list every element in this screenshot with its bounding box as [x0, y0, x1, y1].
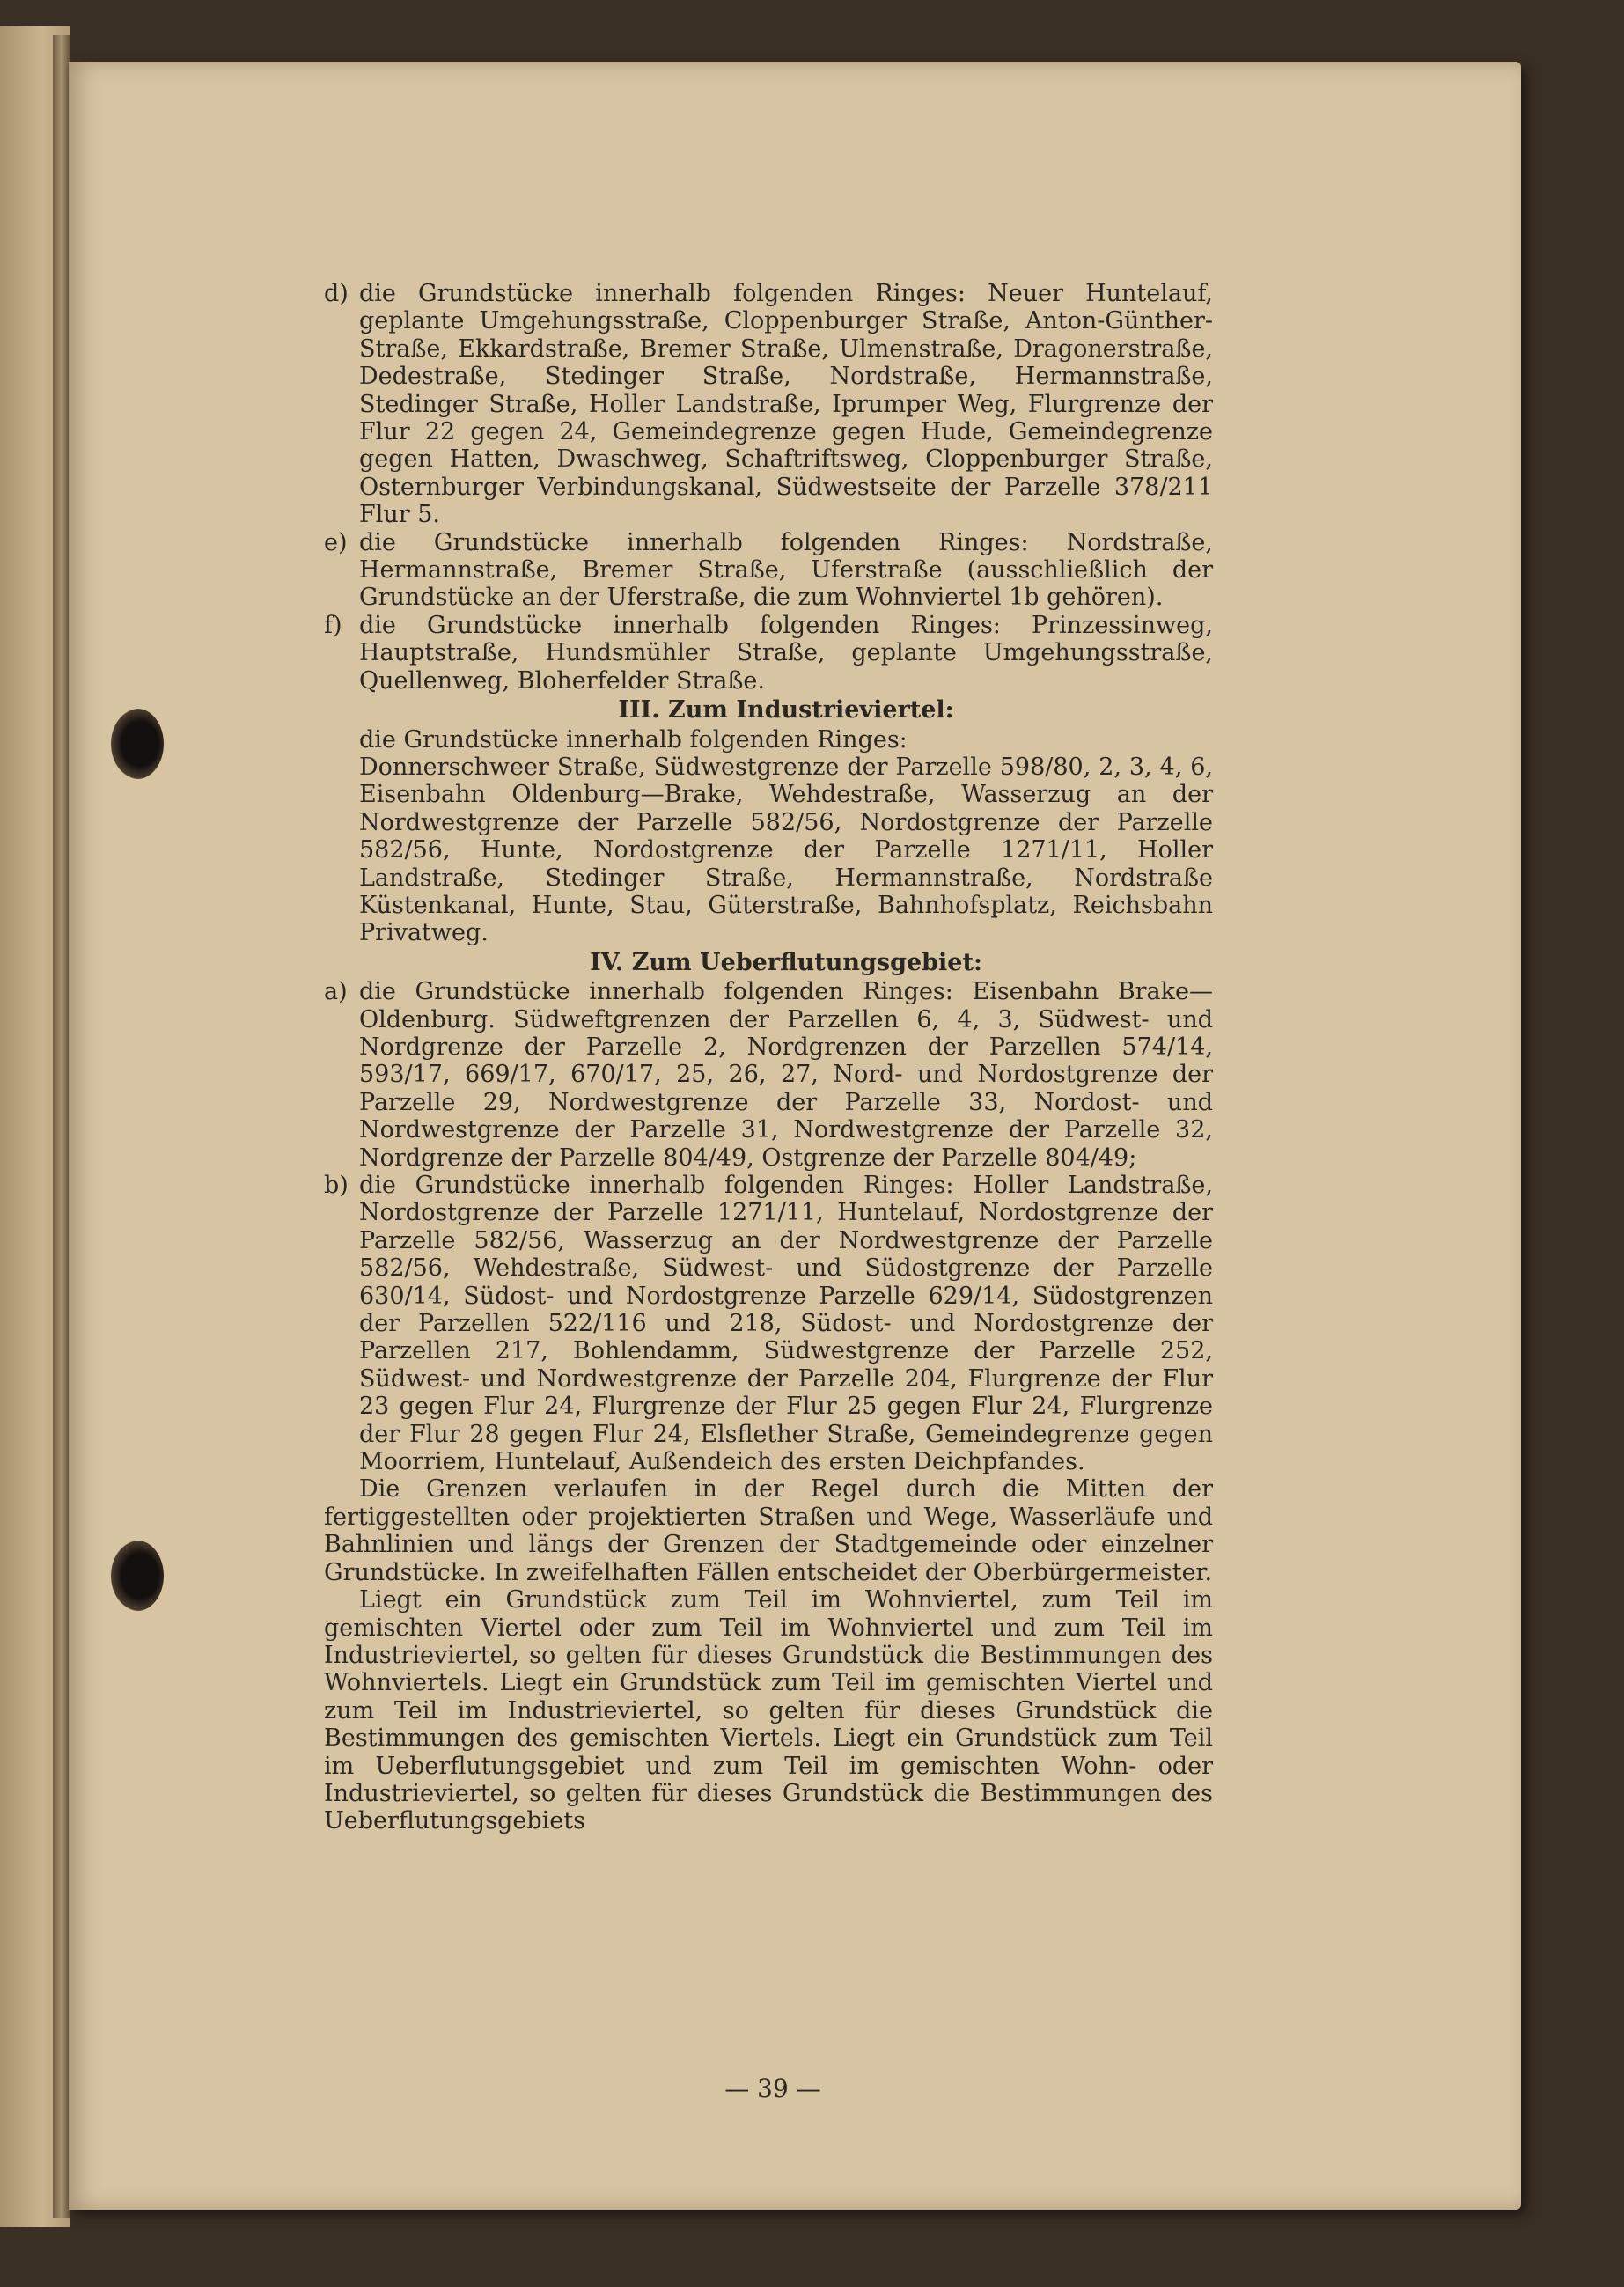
item-text: die Grundstücke innerhalb folgenden Ringes: Holler Landstraße, Nordostgrenze der Parzelle 1271/11, Huntelauf, Nordostgrenze der Parzelle 582/56, Wasserzug an der Nordwestgrenze der Parzelle 582/56, Wehdestraße, Südwest- und Südostgrenze der Parzelle 630/14, Südost- und Nordostgrenze Parzelle 629/14, Südostgrenzen der Parzellen 522/116 und 218, Südost- und Nordostgrenze der Parzellen 217, Bohlendamm, Südwestgrenze der Parzelle 252, Südwest- und Nordwestgrenze der Parzelle 204, Flurgrenze der Flur 23 gegen Flur 24, Flurgrenze der Flur 25 gegen Flur 24, Flurgrenze der Flur 28 gegen Flur 24, Elsflether Straße, Gemeindegrenze gegen Moorriem, Huntelauf, Außendeich des ersten Deichpfandes. — [359, 1172, 1213, 1476]
list-item-f — [324, 612, 1213, 695]
item-text: die Grundstücke innerhalb folgenden Ringes: Prinzessinweg, Hauptstraße, Hundsmühler Straße, geplante Umgehungsstraße, Quellenweg, Bloherfelder Straße. — [359, 611, 1213, 695]
item-text: die Grundstücke innerhalb folgenden Ringes: Neuer Huntelauf, geplante Umgehungsstraße, Cloppenburger Straße, Anton-Günther-Straße, Ekkardstraße, Bremer Straße, Ulmenstraße, Dragonerstraße, Dedestraße, Stedinger Straße, Nordstraße, Hermannstraße, Stedinger Straße, Holler Landstraße, Iprumper Weg, Flurgrenze der Flur 22 gegen 24, Gemeindegrenze gegen Hude, Gemeindegrenze gegen Hatten, Dwaschweg, Schaftriftsweg, Cloppenburger Straße, Osternburger Verbindungskanal, Südwestseite der Parzelle 378/211 Flur 5. — [359, 280, 1213, 529]
section-intro: die Grundstücke innerhalb folgenden Ringes: — [359, 725, 908, 754]
page-number: — 39 — — [724, 2074, 821, 2103]
list-item-a — [324, 978, 1213, 1172]
item-label: b) — [324, 1172, 349, 1199]
item-label: d) — [324, 280, 349, 307]
book-binding — [53, 35, 70, 2218]
binding-hole — [111, 1541, 164, 1611]
section-text: Donnerschweer Straße, Südwestgrenze der Parzelle 598/80, 2, 3, 4, 6, Eisenbahn Oldenburg—Brake, Wehdestraße, Wasserzug an der Nordwestgrenze der Parzelle 582/56, Nordostgrenze der Parzelle 582/56, Hunte, Nordostgrenze der Parzelle 1271/11, Holler Landstraße, Stedinger Straße, Hermannstraße, Nordstraße Küstenkanal, Hunte, Stau, Güterstraße, Bahnhofsplatz, Reichsbahn Privatweg. — [359, 753, 1213, 947]
paragraph: Liegt ein Grundstück zum Teil im Wohnviertel, zum Teil im gemischten Viertel oder zum Teil im Wohnviertel und zum Teil im Industrieviertel, so gelten für dieses Grundstück die Bestimmungen des Wohnviertels. Liegt ein Grundstück zum Teil im gemischten Viertel und zum Teil im Industrieviertel, so gelten für dieses Grundstück die Bestimmungen des gemischten Viertels. Liegt ein Grundstück zum Teil im Ueberflutungsgebiet und zum Teil im gemischten Wohn- oder Industrieviertel, so gelten für dieses Grundstück die Bestimmungen des Ueberflutungsgebiets — [324, 1586, 1213, 1835]
section-heading: III. Zum Industrieviertel: — [618, 696, 954, 724]
paragraph: Die Grenzen verlaufen in der Regel durch die Mitten der fertiggestellten oder projektierten Straßen und Wege, Wasserläufe und Bahnlinien und längs der Grenzen der Stadtgemeinde oder einzelner Grundstücke. In zweifelhaften Fällen entscheidet der Oberbürgermeister. — [324, 1475, 1213, 1586]
item-text: die Grundstücke innerhalb folgenden Ringes: Eisenbahn Brake—Oldenburg. Südweftgrenzen der Parzellen 6, 4, 3, Südwest- und Nordgrenze der Parzelle 2, Nordgrenzen der Parzellen 574/14, 593/17, 669/17, 670/17, 25, 26, 27, Nord- und Nordostgrenze der Parzelle 29, Nordwestgrenze der Parzelle 33, Nordost- und Nordwestgrenze der Parzelle 31, Nordwestgrenze der Parzelle 32, Nordgrenze der Parzelle 804/49, Ostgrenze der Parzelle 804/49; — [359, 978, 1213, 1172]
section-heading: IV. Zum Ueberflutungsgebiet: — [590, 948, 982, 976]
item-text: die Grundstücke innerhalb folgenden Ringes: Nordstraße, Hermannstraße, Bremer Straße, Uferstraße (ausschließlich der Grundstücke an der Uferstraße, die zum Wohnviertel 1b gehören). — [359, 528, 1213, 612]
item-label: f) — [324, 611, 342, 639]
list-item-d — [324, 280, 1213, 529]
binding-hole — [111, 709, 164, 779]
page-text — [324, 280, 1213, 1835]
item-label: e) — [324, 528, 348, 556]
document-page — [69, 62, 1521, 2210]
list-item-b — [324, 1172, 1213, 1475]
list-item-e — [324, 529, 1213, 612]
item-label: a) — [324, 978, 348, 1006]
